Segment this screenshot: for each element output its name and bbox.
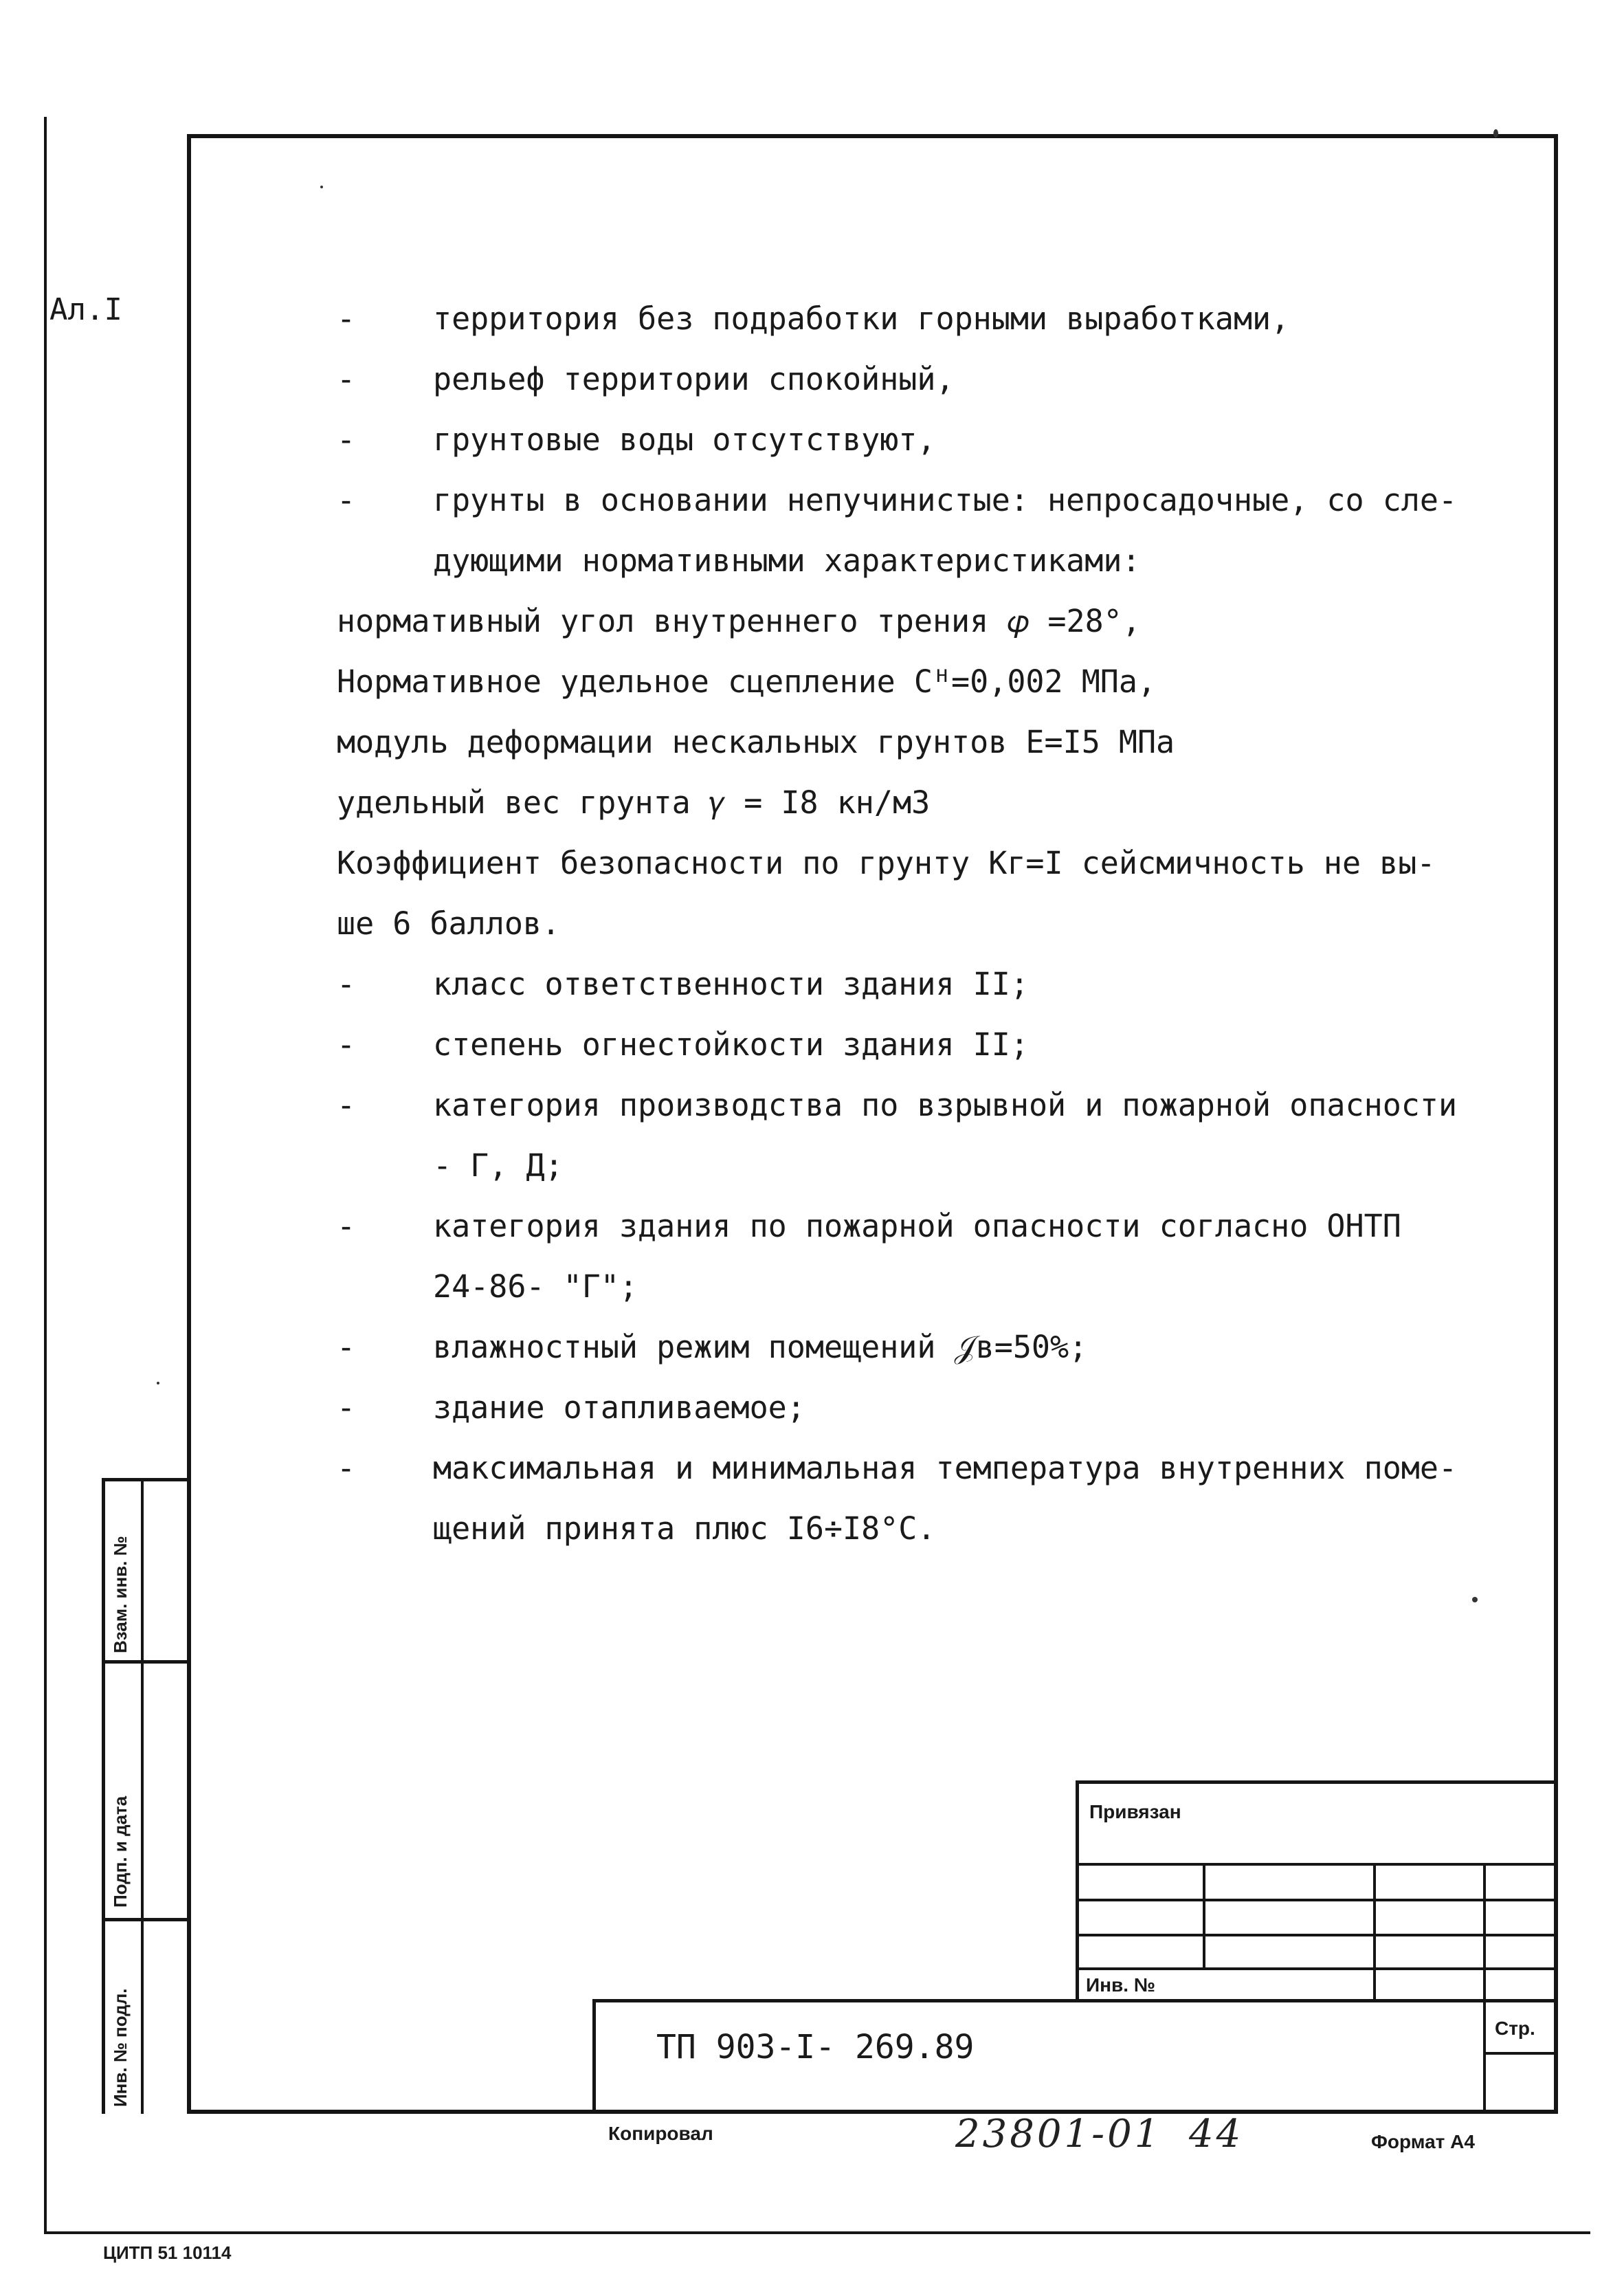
text-line — [337, 773, 1526, 833]
title-block-col1 — [1203, 1863, 1205, 1969]
side-stamp-line-outer — [102, 1478, 105, 2114]
line-text: грунты в основании непучинистые: непросадочные, со сле- — [433, 482, 1458, 518]
line-text: максимальная и минимальная температура внутренних поме- — [433, 1450, 1458, 1486]
footer-printer: ЦИТП 51 10114 — [103, 2242, 232, 2263]
bullet-dash: - — [337, 361, 356, 397]
text-line — [337, 1499, 1526, 1559]
text-line — [337, 1257, 1526, 1317]
line-text: рельеф территории спокойный, — [433, 361, 955, 397]
title-block-page-label: Стр. — [1495, 2018, 1535, 2039]
bullet-dash: - — [337, 1208, 356, 1244]
scan-speck — [1493, 129, 1498, 137]
bullet-dash: - — [337, 482, 356, 518]
text-line — [337, 833, 1526, 894]
bullet-dash: - — [337, 1329, 356, 1365]
main-block-top — [592, 1999, 1558, 2002]
left-margin-line — [44, 117, 47, 2234]
page-cell-divider — [1483, 2052, 1558, 2055]
line-text: дующими нормативными характеристиками: — [433, 542, 1141, 579]
line-text: Нормативное удельное сцепление Cᴴ=0,002 МПа, — [337, 663, 1157, 700]
title-block-col3 — [1483, 1863, 1486, 2114]
footer-copied: Копировал — [608, 2123, 713, 2144]
line-text: - Г, Д; — [433, 1147, 564, 1184]
text-line — [337, 1136, 1526, 1196]
scan-speck — [1472, 1597, 1478, 1602]
text-line — [337, 712, 1526, 773]
side-stamp-vzam-inv: Взам. инв. № — [110, 1536, 131, 1653]
main-block-left — [592, 1999, 596, 2114]
text-line — [337, 954, 1526, 1015]
line-text: категория здания по пожарной опасности согласно ОНТП — [433, 1208, 1401, 1244]
line-text: территория без подработки горными выработками, — [433, 300, 1290, 337]
side-stamp-div2 — [102, 1918, 188, 1921]
text-line — [337, 894, 1526, 954]
line-text: здание отапливаемое; — [433, 1389, 805, 1426]
footer-format: Формат А4 — [1371, 2131, 1475, 2152]
bullet-dash: - — [337, 1450, 356, 1486]
text-line — [337, 1015, 1526, 1075]
text-line — [337, 349, 1526, 410]
line-text: грунтовые воды отсутствуют, — [433, 421, 936, 458]
title-block-col2 — [1373, 1863, 1376, 2000]
line-text: 24-86- "Г"; — [433, 1268, 638, 1305]
text-line — [337, 652, 1526, 712]
scan-speck — [320, 186, 323, 188]
text-line — [337, 1075, 1526, 1136]
line-text: удельный вес грунта 𝛾 = I8 кн/м3 — [337, 784, 931, 821]
side-stamp-podp-data: Подп. и дата — [110, 1796, 131, 1908]
bullet-dash: - — [337, 1389, 356, 1426]
line-text: класс ответственности здания II; — [433, 966, 1029, 1002]
line-text: нормативный угол внутреннего трения 𝜑 =28°, — [337, 603, 1141, 639]
text-line — [337, 1438, 1526, 1499]
line-text: категория производства по взрывной и пожарной опасности — [433, 1087, 1458, 1123]
document-body — [337, 289, 1526, 1559]
bullet-dash: - — [337, 300, 356, 337]
text-line — [337, 1378, 1526, 1438]
sheet-label: Ал.I — [49, 292, 122, 327]
text-line — [337, 591, 1526, 652]
text-line — [337, 289, 1526, 349]
title-block-top — [1076, 1780, 1558, 1784]
line-text: ше 6 баллов. — [337, 905, 561, 942]
title-block-inv-no: Инв. № — [1086, 1974, 1156, 1996]
side-stamp-line-inner — [141, 1478, 144, 2114]
scan-speck — [157, 1382, 159, 1384]
footer-handwritten-number: 23801-01 — [955, 2112, 1162, 2156]
title-block-privyazan: Привязан — [1089, 1801, 1181, 1822]
bullet-dash: - — [337, 1087, 356, 1123]
line-text: модуль деформации нескальных грунтов E=I5 МПа — [337, 724, 1175, 760]
line-text: степень огнестойкости здания II; — [433, 1026, 1029, 1063]
bullet-dash: - — [337, 1026, 356, 1063]
text-line — [337, 470, 1526, 531]
footer-handwritten-page: 44 — [1189, 2112, 1244, 2156]
text-line — [337, 410, 1526, 470]
bullet-dash: - — [337, 966, 356, 1002]
bottom-margin-line — [44, 2231, 1590, 2234]
bullet-dash: - — [337, 421, 356, 458]
side-stamp-top — [102, 1478, 188, 1481]
text-line — [337, 1317, 1526, 1378]
side-stamp-inv-podl: Инв. № подл. — [110, 1988, 131, 2107]
line-text: щений принята плюс I6÷I8°C. — [433, 1510, 936, 1547]
document-code: ТП 903-I- 269.89 — [656, 2028, 975, 2066]
text-line — [337, 531, 1526, 591]
line-text: Коэффициент безопасности по грунту Кг=I сейсмичность не вы- — [337, 845, 1436, 881]
text-line — [337, 1196, 1526, 1257]
side-stamp-div1 — [102, 1660, 188, 1664]
line-text: влажностный режим помещений 𝒥в=50%; — [433, 1329, 1088, 1365]
